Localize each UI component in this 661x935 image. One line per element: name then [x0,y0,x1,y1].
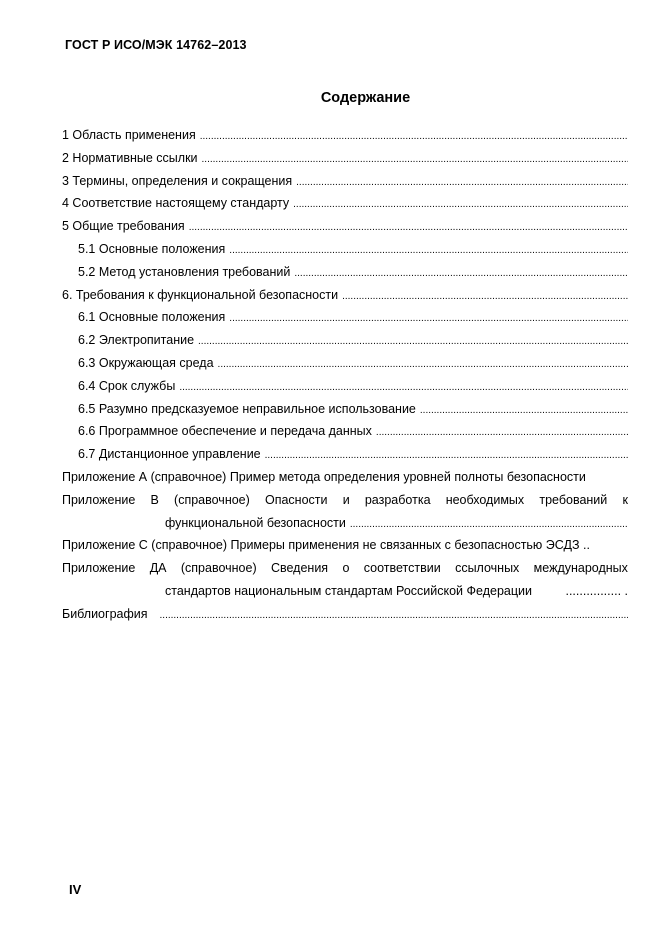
appendix-da-leader-tail: ................ . [565,583,628,598]
dot-leader [179,375,628,400]
appendix-b-word: В [150,492,159,507]
dot-leader [342,284,628,309]
appendix-da-word: ссылочных [455,561,520,576]
dot-leader [296,170,628,195]
toc-entry-label: 3 Термины, определения и сокращения [62,173,293,188]
toc-entry-4[interactable] [62,192,628,215]
appendix-b-word: разработка [364,492,431,507]
toc-entry-1[interactable] [62,124,628,147]
appendix-da-word: ДА [149,561,167,576]
toc-entry-6-5[interactable] [62,398,628,421]
dot-leader [202,147,628,172]
appendix-da-continuation [62,580,628,603]
appendix-b-word: необходимых [445,492,525,507]
table-of-contents [62,124,628,626]
dot-leader [198,329,628,354]
dot-leader [293,192,628,217]
appendix-da-word: Сведения [270,561,329,576]
appendix-da-word: о [342,561,350,576]
appendix-b-word: к [622,492,628,507]
appendix-b-continuation-text: функциональной безопасности [165,515,346,530]
toc-entry-label: 5.2 Метод установления требований [78,264,291,279]
dot-leader [265,443,628,468]
dot-leader [376,420,628,445]
dot-leader [420,398,628,423]
dot-leader [189,215,628,240]
toc-entry-3[interactable] [62,170,628,193]
toc-entry-label: 4 Соответствие настоящему стандарту [62,196,290,211]
toc-entry-appendix-da[interactable] [62,557,628,603]
toc-entry-5-2[interactable] [62,261,628,284]
toc-entry-label: 6.7 Дистанционное управление [78,447,261,462]
toc-entry-6[interactable] [62,284,628,307]
appendix-da-word: Приложение [62,561,136,576]
toc-entry-label: 6.1 Основные положения [78,310,226,325]
document-header: ГОСТ Р ИСО/МЭК 14762–2013 [65,38,247,52]
toc-entry-label: 2 Нормативные ссылки [62,150,198,165]
appendix-da-word: международных [533,561,628,576]
appendix-b-word: Приложение [62,492,136,507]
appendix-b-word: требований [539,492,608,507]
toc-entry-label: 6.6 Программное обеспечение и передача данных [78,424,372,439]
dot-leader [218,352,628,377]
toc-entry-6-7[interactable] [62,443,628,466]
appendix-da-continuation-text: стандартов национальным стандартам Российской Федерации [165,583,532,598]
toc-entry-label: Приложение А (справочное) Пример метода определения уровней полноты безопасности [62,469,586,484]
toc-entry-label: 5.1 Основные положения [78,241,226,256]
dot-leader [200,124,628,149]
toc-entry-5-1[interactable] [62,238,628,261]
appendix-b-word: и [342,492,350,507]
appendix-da-word: (справочное) [180,561,257,576]
toc-entry-label: Приложение С (справочное) Примеры применения не связанных с безопасностью ЭСДЗ .. [62,538,590,553]
dot-leader [229,238,628,263]
toc-entry-6-3[interactable] [62,352,628,375]
appendix-da-first-line [62,557,628,580]
appendix-b-continuation [62,512,628,535]
dot-leader [350,512,628,537]
toc-entry-5[interactable] [62,215,628,238]
dot-leader [229,306,628,331]
toc-entry-appendix-b[interactable] [62,489,628,535]
toc-entry-label: 6.5 Разумно предсказуемое неправильное использование [78,401,416,416]
toc-entry-label: 6.3 Окружающая среда [78,355,214,370]
dot-leader [294,261,628,286]
toc-entry-label: Библиография [62,606,148,621]
toc-entry-6-1[interactable] [62,306,628,329]
toc-entry-6-4[interactable] [62,375,628,398]
toc-entry-6-2[interactable] [62,329,628,352]
appendix-da-word: соответствии [363,561,441,576]
page-title: Содержание [320,90,411,106]
toc-entry-label: 6.4 Срок службы [78,378,176,393]
toc-entry-bibliography[interactable] [62,603,628,626]
appendix-b-word: Опасности [264,492,328,507]
page-number: IV [69,882,82,897]
toc-entry-label: 6.2 Электропитание [78,333,195,348]
toc-entry-appendix-a[interactable] [62,466,628,489]
toc-entry-label: 1 Область применения [62,128,196,142]
toc-entry-label: 5 Общие требования [62,219,185,234]
toc-entry-6-6[interactable] [62,420,628,443]
toc-entry-label: 6. Требования к функциональной безопасности [62,287,339,302]
dot-leader [160,603,628,628]
appendix-b-first-line [62,489,628,512]
toc-entry-appendix-c[interactable] [62,534,628,557]
appendix-b-word: (справочное) [174,492,250,507]
toc-entry-2[interactable] [62,147,628,170]
